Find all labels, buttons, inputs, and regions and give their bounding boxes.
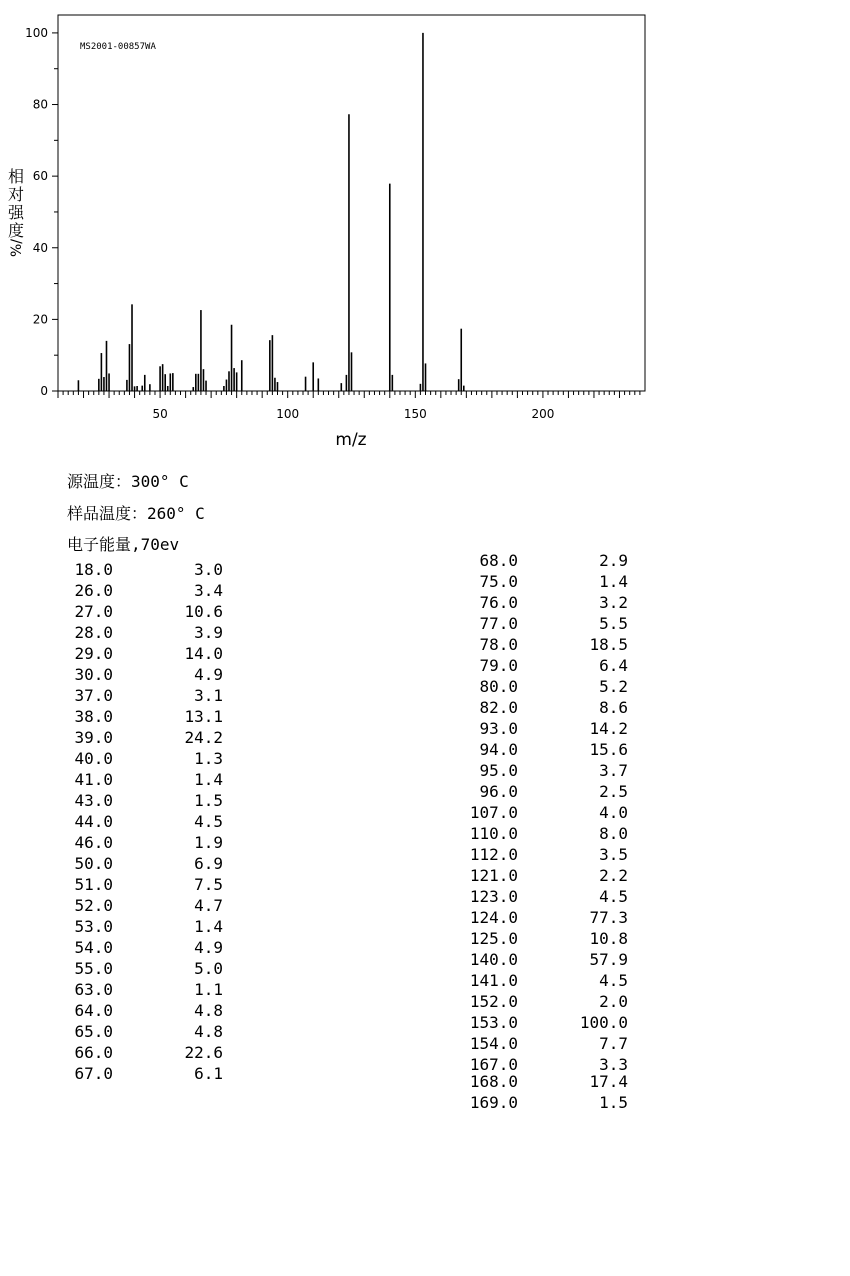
peak-abundance-value: 14.2 [589, 719, 628, 738]
peak-abundance-value: 1.5 [599, 1093, 628, 1112]
peak-abundance-value: 24.2 [184, 728, 223, 747]
peak-abundance-value: 6.1 [194, 1064, 223, 1083]
peak-mz-value: 67.0 [74, 1064, 113, 1083]
peak-mz-value: 75.0 [479, 572, 518, 591]
peak-mz-value: 110.0 [469, 824, 518, 843]
peak-mz-value: 107.0 [469, 803, 518, 822]
peak-abundance-value: 57.9 [589, 950, 628, 969]
peak-abundance-value: 4.0 [599, 803, 628, 822]
peak-abundance-value: 6.4 [599, 656, 628, 675]
peak-abundance-value: 7.5 [194, 875, 223, 894]
peak-abundance-value: 8.0 [599, 824, 628, 843]
electron-energy: 电子能量,70ev [67, 535, 180, 554]
peak-abundance-value: 4.9 [194, 938, 223, 957]
sample-temperature: 样品温度：260° C [67, 504, 205, 523]
peak-mz-value: 154.0 [469, 1034, 518, 1053]
peak-abundance-value: 15.6 [589, 740, 628, 759]
y-tick-label: 80 [32, 97, 48, 112]
peak-mz-value: 38.0 [74, 707, 113, 726]
peak-abundance-value: 1.4 [194, 917, 223, 936]
peak-abundance-value: 77.3 [589, 908, 628, 927]
peak-abundance-value: 4.5 [599, 971, 628, 990]
peak-mz-value: 140.0 [469, 950, 518, 969]
peak-abundance-value: 3.2 [599, 593, 628, 612]
peak-mz-value: 95.0 [479, 761, 518, 780]
peak-abundance-value: 2.5 [599, 782, 628, 801]
peak-abundance-value: 3.3 [599, 1055, 628, 1074]
peak-abundance-value: 6.9 [194, 854, 223, 873]
peak-abundance-value: 3.4 [194, 581, 223, 600]
peak-mz-value: 121.0 [469, 866, 518, 885]
peak-abundance-value: 13.1 [184, 707, 223, 726]
peak-abundance-value: 14.0 [184, 644, 223, 663]
peak-mz-value: 94.0 [479, 740, 518, 759]
y-tick-label: 20 [32, 312, 48, 327]
peak-mz-value: 51.0 [74, 875, 113, 894]
y-axis-label [8, 167, 25, 257]
peak-mz-value: 41.0 [74, 770, 113, 789]
peak-abundance-value: 100.0 [579, 1013, 628, 1032]
peak-mz-value: 37.0 [74, 686, 113, 705]
peak-mz-value: 40.0 [74, 749, 113, 768]
peak-mz-value: 26.0 [74, 581, 113, 600]
peak-abundance-value: 1.9 [194, 833, 223, 852]
peak-abundance-value: 5.2 [599, 677, 628, 696]
peak-abundance-value: 10.6 [184, 602, 223, 621]
peak-bars [78, 33, 463, 391]
peak-abundance-value: 1.1 [194, 980, 223, 999]
peak-mz-value: 78.0 [479, 635, 518, 654]
y-axis-label-char: 强 [7, 203, 25, 222]
x-axis-ticks [58, 391, 640, 421]
y-axis-label-char: 相 [7, 167, 25, 186]
peak-abundance-value: 3.9 [194, 623, 223, 642]
peak-abundance-value: 1.4 [599, 572, 628, 591]
peak-mz-value: 55.0 [74, 959, 113, 978]
peak-mz-value: 152.0 [469, 992, 518, 1011]
mass-spectrum-chart [0, 0, 850, 460]
peak-abundance-value: 10.8 [589, 929, 628, 948]
peak-abundance-value: 7.7 [599, 1034, 628, 1053]
peak-abundance-value: 4.5 [599, 887, 628, 906]
peak-abundance-value: 3.7 [599, 761, 628, 780]
peak-abundance-value: 5.0 [194, 959, 223, 978]
y-tick-label: 60 [32, 169, 48, 184]
peak-abundance-value: 17.4 [589, 1072, 628, 1091]
peak-mz-value: 54.0 [74, 938, 113, 957]
peak-abundance-value: 1.5 [194, 791, 223, 810]
peak-abundance-value: 5.5 [599, 614, 628, 633]
y-tick-label: 0 [40, 384, 48, 398]
peak-mz-value: 76.0 [479, 593, 518, 612]
peak-mz-value: 169.0 [469, 1093, 518, 1112]
peak-abundance-value: 4.7 [194, 896, 223, 915]
peak-mz-value: 66.0 [74, 1043, 113, 1062]
peak-mz-value: 167.0 [469, 1055, 518, 1074]
y-axis-label-unit: %/ [9, 238, 25, 258]
peak-mz-value: 64.0 [74, 1001, 113, 1020]
peak-mz-value: 29.0 [74, 644, 113, 663]
peak-mz-value: 46.0 [74, 833, 113, 852]
peak-mz-value: 43.0 [74, 791, 113, 810]
peak-mz-value: 44.0 [74, 812, 113, 831]
peak-abundance-value: 2.0 [599, 992, 628, 1011]
y-axis-label-char: 对 [7, 185, 25, 204]
peak-abundance-value: 22.6 [184, 1043, 223, 1062]
peak-mz-value: 39.0 [74, 728, 113, 747]
x-tick-label: 200 [531, 407, 555, 421]
peak-mz-value: 52.0 [74, 896, 113, 915]
peak-mz-value: 124.0 [469, 908, 518, 927]
peak-mz-value: 82.0 [479, 698, 518, 717]
source-temperature: 源温度：300° C [67, 472, 189, 491]
peak-abundance-value: 3.0 [194, 560, 223, 579]
peak-mz-value: 30.0 [74, 665, 113, 684]
x-tick-label: 100 [276, 407, 300, 421]
peak-mz-value: 27.0 [74, 602, 113, 621]
x-tick-label: 150 [403, 407, 427, 421]
peak-mz-value: 141.0 [469, 971, 518, 990]
peak-abundance-value: 1.3 [194, 749, 223, 768]
y-tick-label: 40 [32, 240, 48, 255]
x-tick-label: 50 [152, 407, 168, 421]
peak-abundance-value: 4.9 [194, 665, 223, 684]
peak-abundance-value: 18.5 [589, 635, 628, 654]
peak-mz-value: 65.0 [74, 1022, 113, 1041]
spectrum-id-label: MS2001-00857WA [80, 42, 156, 52]
peak-mz-value: 93.0 [479, 719, 518, 738]
peak-mz-value: 63.0 [74, 980, 113, 999]
peak-mz-value: 96.0 [479, 782, 518, 801]
peak-mz-value: 80.0 [479, 677, 518, 696]
peak-mz-value: 18.0 [74, 560, 113, 579]
peak-abundance-value: 2.9 [599, 551, 628, 570]
peak-abundance-value: 1.4 [194, 770, 223, 789]
peak-abundance-value: 4.5 [194, 812, 223, 831]
peak-mz-value: 112.0 [469, 845, 518, 864]
peak-mz-value: 50.0 [74, 854, 113, 873]
peak-abundance-value: 3.5 [599, 845, 628, 864]
peak-abundance-value: 4.8 [194, 1001, 223, 1020]
peak-abundance-value: 8.6 [599, 698, 628, 717]
y-axis-label-char: 度 [7, 221, 25, 240]
peak-mz-value: 125.0 [469, 929, 518, 948]
x-axis-label: m/z [335, 430, 367, 450]
peak-mz-value: 53.0 [74, 917, 113, 936]
y-tick-label: 100 [25, 25, 48, 40]
y-axis-ticks [25, 26, 58, 398]
peak-mz-value: 77.0 [479, 614, 518, 633]
peak-mz-value: 123.0 [469, 887, 518, 906]
peak-abundance-value: 2.2 [599, 866, 628, 885]
plot-frame [58, 15, 645, 391]
peak-mz-value: 168.0 [469, 1072, 518, 1091]
peak-mz-value: 68.0 [479, 551, 518, 570]
peak-mz-value: 79.0 [479, 656, 518, 675]
peak-mz-value: 153.0 [469, 1013, 518, 1032]
peak-abundance-value: 4.8 [194, 1022, 223, 1041]
peak-mz-value: 28.0 [74, 623, 113, 642]
peak-abundance-value: 3.1 [194, 686, 223, 705]
